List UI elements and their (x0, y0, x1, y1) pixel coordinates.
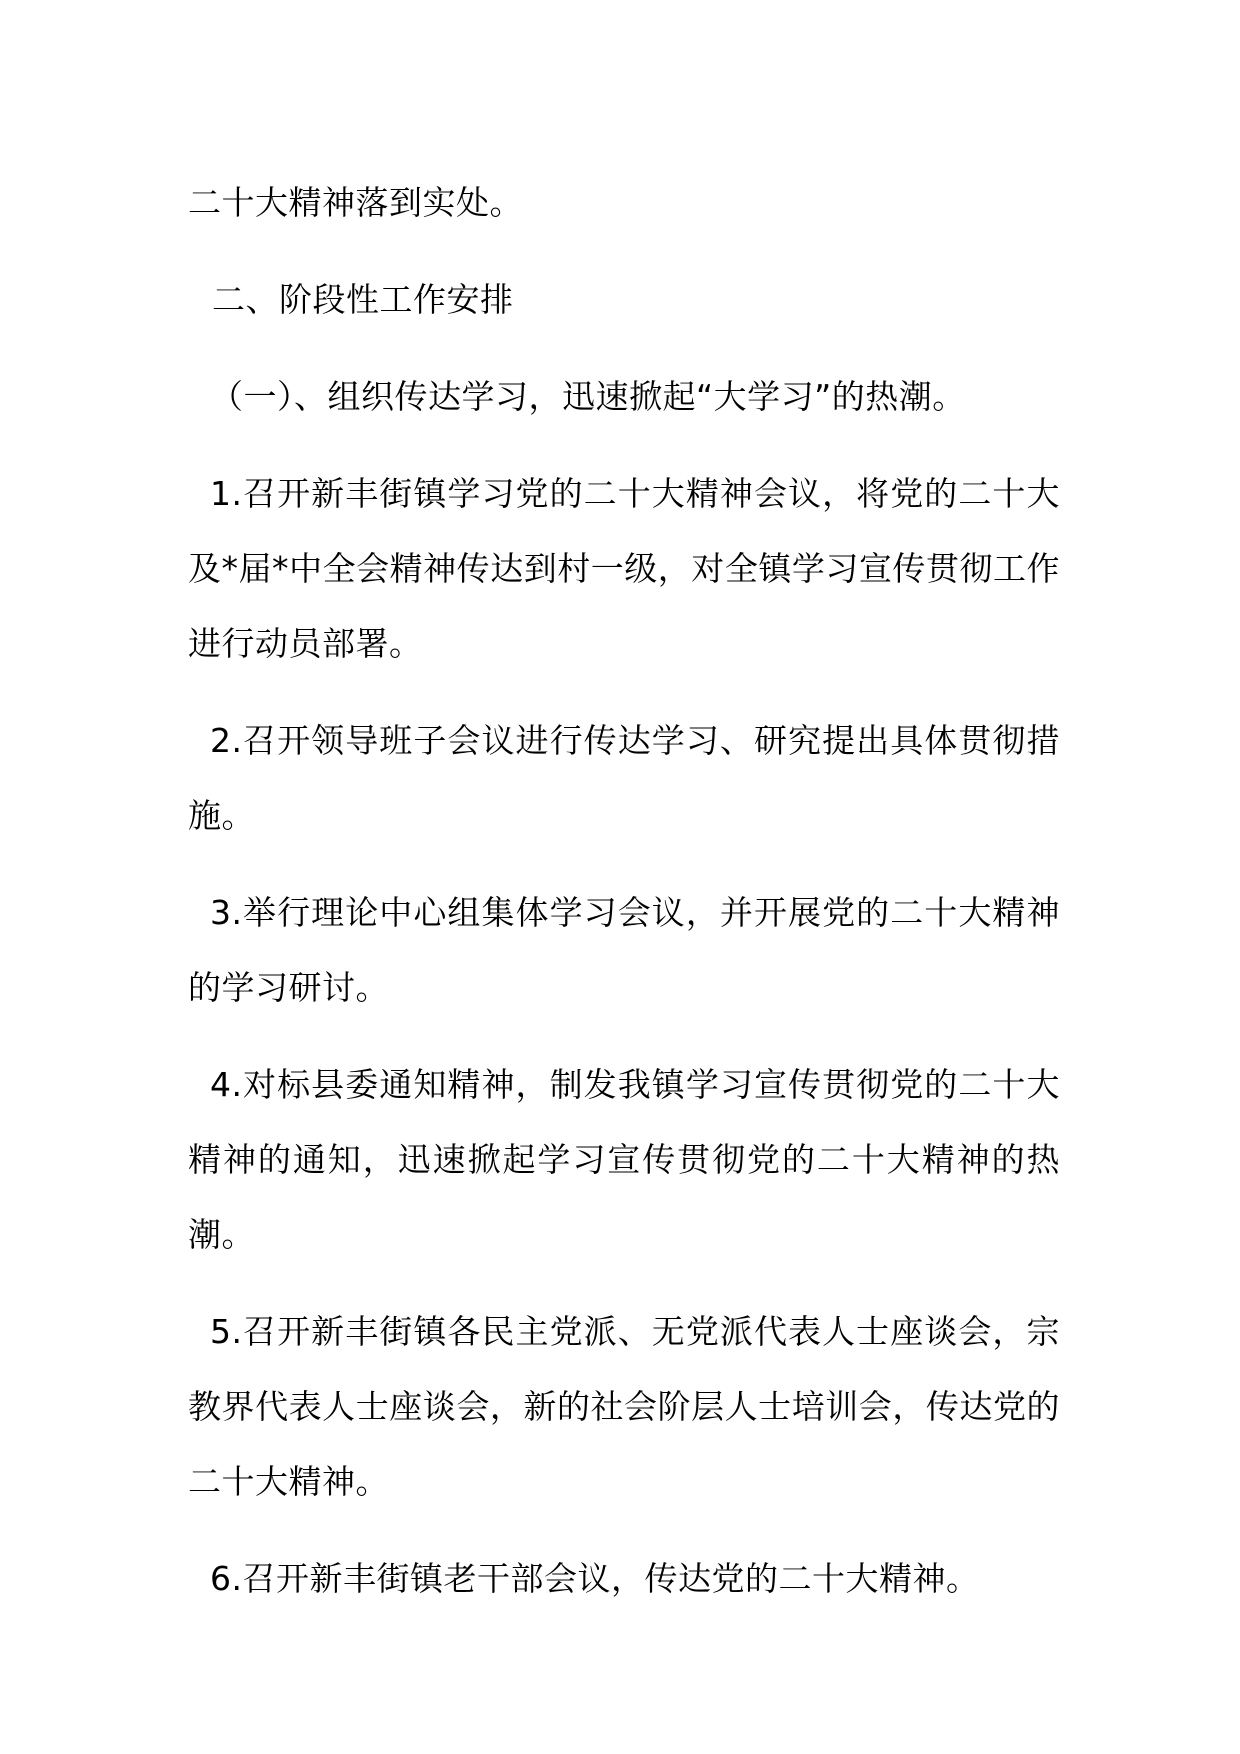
list-item-4: 4.对标县委通知精神，制发我镇学习宣传贯彻党的二十大精神的通知，迅速掀起学习宣传贯彻党的二十大精神的热潮。 (188, 1065, 1060, 1254)
list-item-2: 2.召开领导班子会议进行传达学习、研究提出具体贯彻措施。 (188, 721, 1060, 835)
list-item-5: 5.召开新丰街镇各民主党派、无党派代表人士座谈会，宗教界代表人士座谈会，新的社会阶层人士培训会，传达党的二十大精神。 (188, 1312, 1060, 1501)
list-item-3: 3.举行理论中心组集体学习会议，并开展党的二十大精神的学习研讨。 (188, 893, 1060, 1007)
paragraph-continuation: 二十大精神落到实处。 (188, 183, 523, 222)
list-item-6: 6.召开新丰街镇老干部会议，传达党的二十大精神。 (210, 1559, 980, 1598)
list-item-1: 1.召开新丰街镇学习党的二十大精神会议，将党的二十大及*届*中全会精神传达到村一级，对全镇学习宣传贯彻工作进行动员部署。 (188, 474, 1060, 663)
document-body (188, 165, 1060, 1616)
subsection-heading: （一）、组织传达学习，迅速掀起“大学习”的热潮。 (210, 377, 966, 416)
section-heading: 二、阶段性工作安排 (212, 280, 514, 319)
